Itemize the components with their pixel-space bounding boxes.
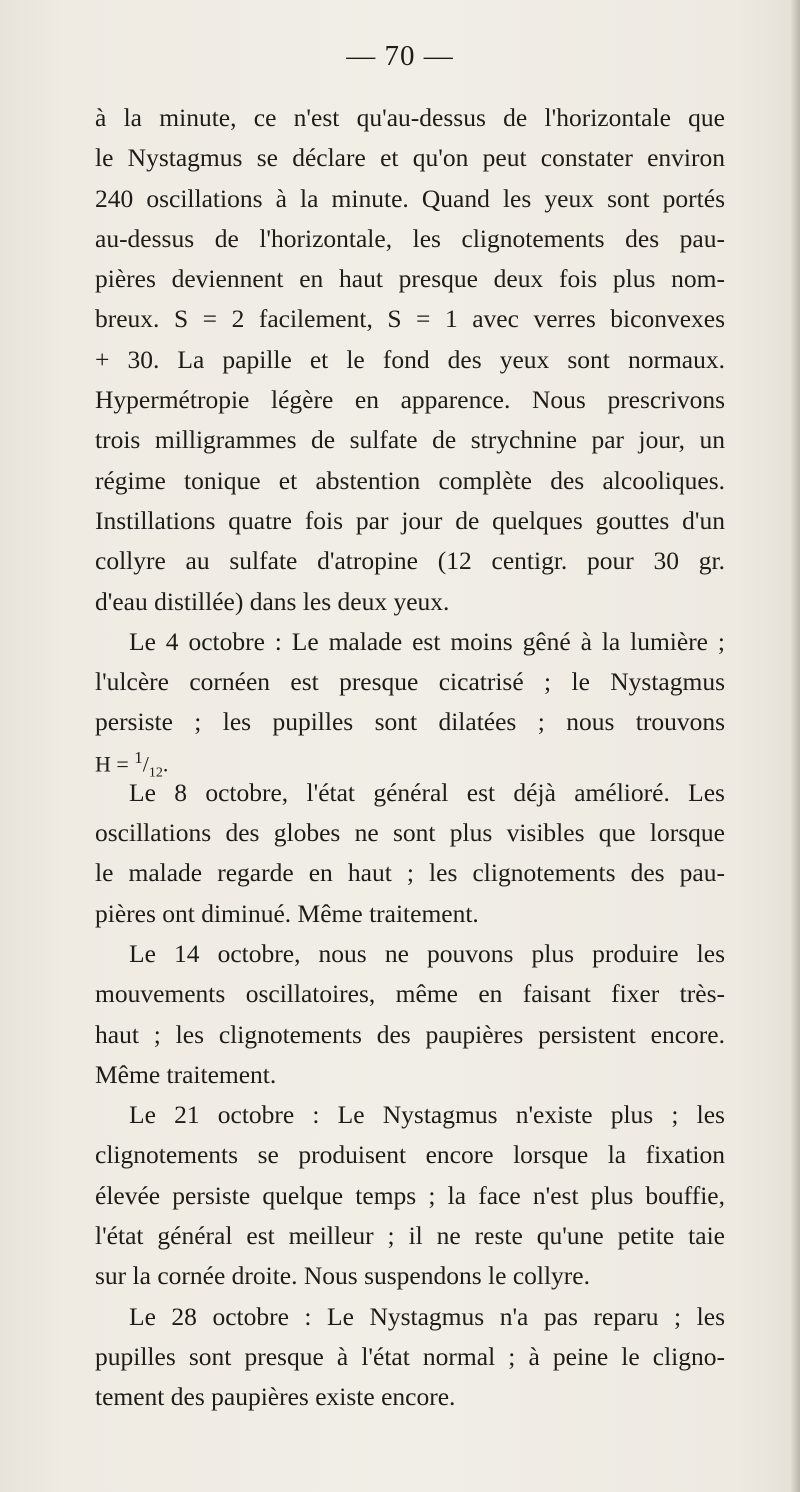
text-line: pières deviennent en haut presque deux fois plus nom- [95,264,725,294]
text-line: pières ont diminué. Même traitement. [95,898,479,928]
text-line: clignotements se produisent encore lorsque la fixation [95,1140,725,1170]
fraction-left: H = [95,751,129,777]
text-line: trois milligrammes de sulfate de strychnine par jour, un [95,425,725,455]
text-line: pupilles sont presque à l'état normal ; à peine le cligno- [95,1341,725,1371]
fraction-denominator: 12 [148,765,163,781]
fraction-numerator: 1 [134,747,143,767]
text-line: persiste ; les pupilles sont dilatées ; nous trouvons [95,707,725,737]
text-line: breux. S = 2 facilement, S = 1 avec verres biconvexes [95,304,725,334]
text-line: Le 4 octobre : Le malade est moins gêné à la lumière ; [129,626,725,656]
text-line: collyre au sulfate d'atropine (12 centigr. pour 30 gr. [95,546,725,576]
text-line: à la minute, ce n'est qu'au-dessus de l'horizontale que [95,103,725,132]
text-line: sur la cornée droite. Nous suspendons le collyre. [95,1261,590,1291]
page-edge-shadow [790,0,800,1492]
text-line: tement des paupières existe encore. [95,1382,456,1412]
paragraph-3 [95,773,725,934]
text-line: Le 14 octobre, nous ne pouvons plus produire les [129,938,725,968]
text-line: haut ; les clignotements des paupières persistent encore. [95,1019,725,1049]
text-line: Hypermétropie légère en apparence. Nous prescrivons [95,385,725,415]
text-line: mouvements oscillatoires, même en faisant fixer très- [95,979,725,1009]
paragraph-4 [95,934,725,1095]
paragraph-5 [95,1095,725,1296]
text-line: Même traitement. [95,1059,277,1089]
paragraph-1 [95,98,725,622]
text-line: l'ulcère cornéen est presque cicatrisé ; le Nystagmus [95,667,725,697]
text-line: d'eau distillée) dans les deux yeux. [95,586,450,616]
text-line: Le 8 octobre, l'état général est déjà amélioré. Les [129,777,725,807]
text-line: au-dessus de l'horizontale, les clignotements des pau- [95,223,725,253]
text-line: le malade regarde en haut ; les clignotements des pau- [95,858,725,888]
text-line: élevée persiste quelque temps ; la face n'est plus bouffie, [95,1180,725,1210]
text-line: Le 21 octobre : Le Nystagmus n'existe plus ; les [129,1100,725,1130]
paragraph-2 [95,622,725,743]
text-line: le Nystagmus se déclare et qu'on peut constater environ [95,143,725,173]
body-text [95,98,725,1418]
text-line: Le 28 octobre : Le Nystagmus n'a pas reparu ; les [129,1301,725,1331]
text-line: + 30. La papille et le fond des yeux sont normaux. [95,344,725,374]
text-line: 240 oscillations à la minute. Quand les yeux sont portés [95,183,725,213]
fraction-tail: . [162,751,169,777]
text-line: régime tonique et abstention complète des alcooliques. [95,465,725,495]
page-number: — 70 — [346,40,454,72]
paragraph-6 [95,1297,725,1418]
text-line: Instillations quatre fois par jour de quelques gouttes d'un [95,505,725,535]
text-line: l'état général est meilleur ; il ne reste qu'une petite taie [95,1221,725,1251]
acuity-fraction: $H = ^1/_{12}$. [95,747,169,781]
text-line: oscillations des globes ne sont plus visibles que lorsque [95,818,725,848]
